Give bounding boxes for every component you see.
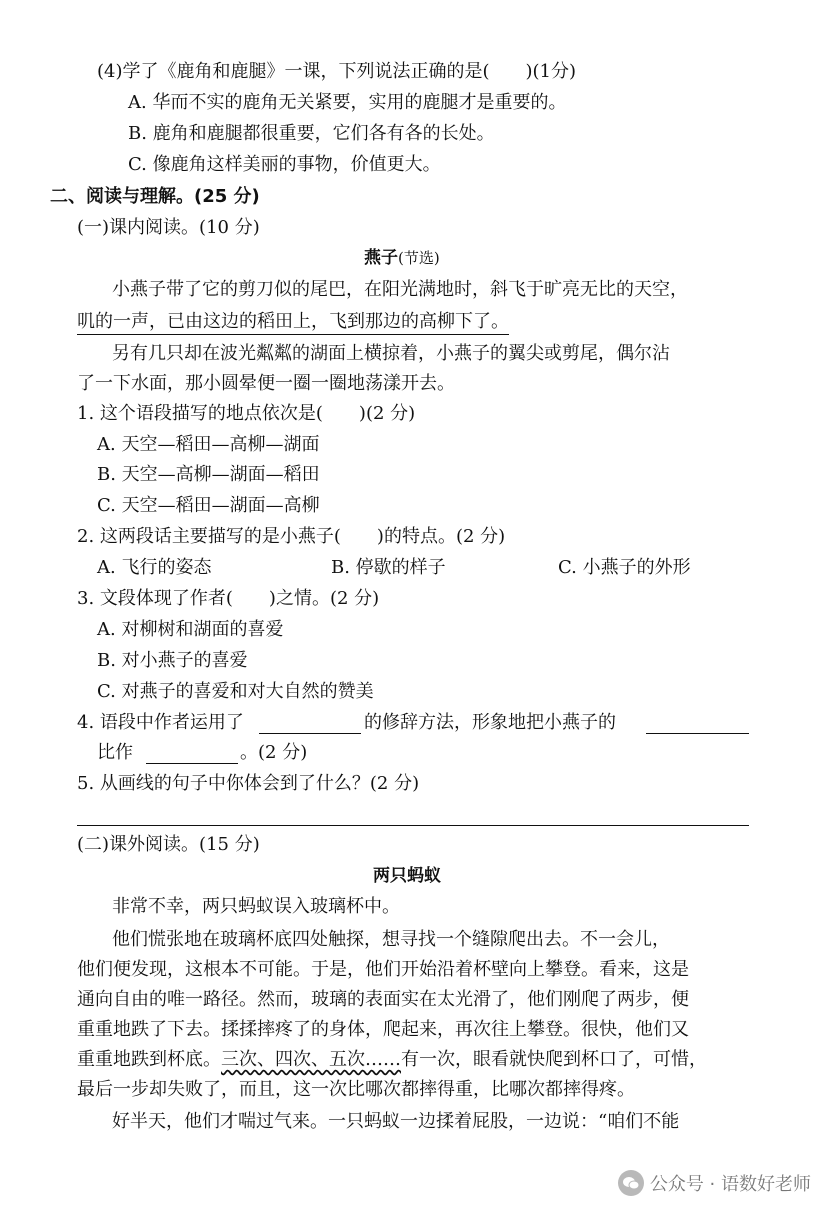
q3-option-a: A. 对柳树和湖面的喜爱 — [97, 619, 284, 640]
q4-option-a: A. 华而不实的鹿角无关紧要，实用的鹿腿才是重要的。 — [128, 92, 567, 113]
passage-title-text: 燕子 — [364, 248, 398, 268]
q4-answer-blank-2[interactable] — [646, 733, 749, 734]
ants-p2-line5-end: 有一次，眼看就快爬到杯口了，可惜， — [401, 1049, 707, 1070]
watermark-text: 公众号 · 语数好老师 — [649, 1174, 811, 1195]
wechat-icon — [618, 1170, 644, 1196]
section-heading: 二、阅读与理解。(25 分) — [50, 186, 260, 207]
passage2-title: 两只蚂蚁 — [373, 866, 441, 886]
part1-heading: (一)课内阅读。(10 分) — [77, 217, 260, 238]
q3-option-c: C. 对燕子的喜爱和对大自然的赞美 — [97, 681, 374, 702]
passage2-line1: 另有几只却在波光粼粼的湖面上横掠着，小燕子的翼尖或剪尾，偶尔沾 — [112, 343, 670, 364]
passage-title-note: (节选) — [398, 249, 440, 267]
q2-option-b: B. 停歇的样子 — [331, 557, 446, 578]
ants-p2-line1: 他们慌张地在玻璃杯底四处触探，想寻找一个缝隙爬出去。不一会儿， — [112, 929, 670, 950]
q3-option-b: B. 对小燕子的喜爱 — [97, 650, 248, 671]
passage-title — [364, 247, 440, 269]
q4-option-b: B. 鹿角和鹿腿都很重要，它们各有各的长处。 — [128, 123, 495, 144]
ants-p2-line4: 重重地跌了下去。揉揉摔疼了的身体，爬起来，再次往上攀登。很快，他们又 — [77, 1019, 689, 1040]
q5-answer-line[interactable] — [77, 825, 749, 826]
q2-option-c: C. 小燕子的外形 — [558, 557, 691, 578]
q1-stem: 1. 这个语段描写的地点依次是( )(2 分) — [77, 403, 416, 424]
q1-option-a: A. 天空—稻田—高柳—湖面 — [97, 434, 320, 455]
wavy-underlined-phrase: 三次、四次、五次…… — [221, 1049, 401, 1070]
ants-p1: 非常不幸，两只蚂蚁误入玻璃杯中。 — [112, 896, 400, 917]
q4-text-4: 。(2 分) — [240, 742, 308, 763]
q4-text-1: 4. 语段中作者运用了 — [77, 712, 244, 733]
q4-answer-blank-3[interactable] — [146, 763, 238, 764]
q4-answer-blank-1[interactable] — [259, 733, 361, 734]
q1-option-c: C. 天空—稻田—湖面—高柳 — [97, 495, 320, 516]
q4-text-2: 的修辞方法，形象地把小燕子的 — [364, 712, 616, 733]
ants-p2-line2: 他们便发现，这根本不可能。于是，他们开始沿着杯壁向上攀登。看来，这是 — [77, 959, 689, 980]
ants-p2-line6: 最后一步却失败了，而且，这一次比哪次都摔得重，比哪次都摔得疼。 — [77, 1079, 635, 1100]
q4-stem: (4)学了《鹿角和鹿腿》一课，下列说法正确的是( )(1分) — [97, 61, 577, 82]
passage1-line2 — [77, 311, 509, 333]
part2-heading: (二)课外阅读。(15 分) — [77, 834, 260, 855]
q5-stem: 5. 从画线的句子中你体会到了什么？(2 分) — [77, 773, 420, 794]
q4-text-3: 比作 — [97, 742, 133, 763]
q1-option-b: B. 天空—高柳—湖面—稻田 — [97, 464, 320, 485]
ants-p2-line5-start: 重重地跌到杯底。 — [77, 1049, 221, 1070]
ants-p2-line3: 通向自由的唯一路径。然而，玻璃的表面实在太光滑了，他们刚爬了两步，便 — [77, 989, 689, 1010]
passage2-line2: 了一下水面，那小圆晕便一圈一圈地荡漾开去。 — [77, 373, 455, 394]
watermark — [618, 1166, 811, 1200]
q3-stem: 3. 文段体现了作者( )之情。(2 分) — [77, 588, 380, 609]
q2-option-a: A. 飞行的姿态 — [97, 557, 212, 578]
passage1-line1: 小燕子带了它的剪刀似的尾巴，在阳光满地时，斜飞于旷亮无比的天空， — [112, 279, 688, 300]
underlined-sentence: 叽的一声，已由这边的稻田上，飞到那边的高柳下了。 — [77, 311, 509, 335]
ants-p3: 好半天，他们才喘过气来。一只蚂蚁一边揉着屁股，一边说：“咱们不能 — [112, 1111, 680, 1132]
q2-stem: 2. 这两段话主要描写的是小燕子( )的特点。(2 分) — [77, 526, 506, 547]
q4-option-c: C. 像鹿角这样美丽的事物，价值更大。 — [128, 154, 441, 175]
ants-p2-line5 — [77, 1049, 707, 1071]
